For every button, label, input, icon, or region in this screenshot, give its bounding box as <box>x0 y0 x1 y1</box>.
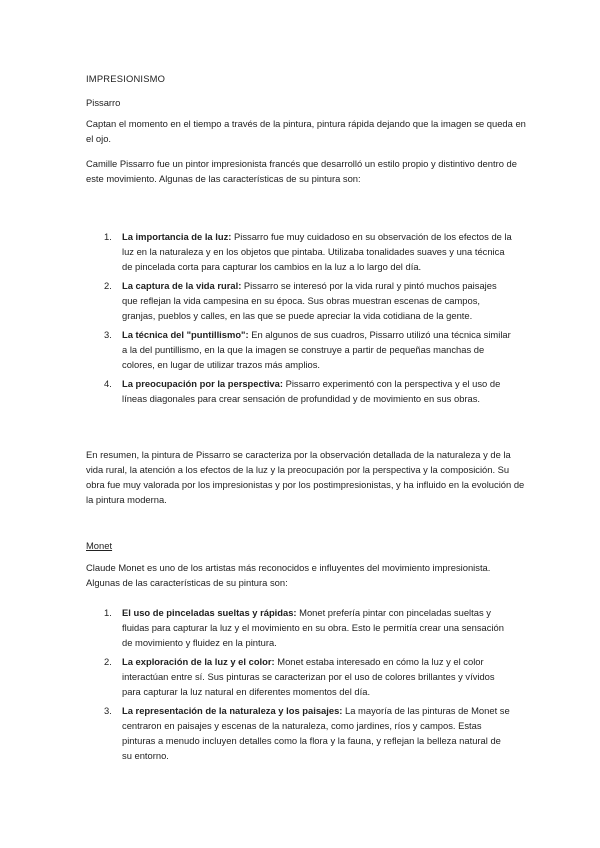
list-item-heading: El uso de pinceladas sueltas y rápidas: <box>122 607 297 618</box>
list-item <box>98 376 512 406</box>
list-item-text: Pissarro se interesó por la vida rural y pintó muchos paisajes que reflejan la vida campesina en su época. Sus obras muestran escenas de campos, granjas, pueblos y calles, en las que se puede apreciar la vida cotidiana de la gente. <box>122 280 497 321</box>
list-item-heading: La captura de la vida rural: <box>122 280 242 291</box>
list-number: 2. <box>104 280 112 291</box>
camille-intro-paragraph: Camille Pissarro fue un pintor impresionista francés que desarrolló un estilo propio y distintivo dentro de este movimiento. Algunas de las características de su pintura son: <box>86 158 517 184</box>
list-item <box>98 703 512 763</box>
list-item <box>98 605 512 650</box>
list-item <box>98 278 512 323</box>
monet-list <box>98 605 512 767</box>
list-item-text: Monet prefería pintar con pinceladas sueltas y fluidas para capturar la luz y el movimiento en su obra. Esto le permitía crear una sensación de movimiento y fluidez en la pintura. <box>122 607 504 648</box>
list-number: 3. <box>104 329 112 340</box>
list-item-text: En algunos de sus cuadros, Pissarro utilizó una técnica similar a la del puntillismo, en la que la imagen se construye a partir de pequeñas manchas de colores, en lugar de utilizar trazos más amplios. <box>122 329 511 370</box>
summary-paragraph: En resumen, la pintura de Pissarro se caracteriza por la observación detallada de la naturaleza y de la vida rural, la atención a los efectos de la luz y la preocupación por la perspectiva y la composición. Su obra fue muy valorada por los impresionistas y por los postimpresionistas, y ha influido en la evolución de la pintura moderna. <box>86 449 525 505</box>
pissarro-list <box>98 229 512 410</box>
list-item <box>98 327 512 372</box>
list-item-heading: La exploración de la luz y el color: <box>122 656 275 667</box>
list-item-heading: La importancia de la luz: <box>122 231 232 242</box>
list-number: 4. <box>104 378 112 389</box>
list-number: 2. <box>104 656 112 667</box>
list-item <box>98 229 512 274</box>
list-item-text: Monet estaba interesado en cómo la luz y el color interactúan entre sí. Sus pinturas se caracterizan por el uso de colores brillantes y vívidos para capturar la luz natural en diferentes momentos del día. <box>122 656 495 697</box>
list-item-heading: La representación de la naturaleza y los paisajes: <box>122 705 343 716</box>
document-title: IMPRESIONISMO <box>86 73 166 84</box>
list-number: 1. <box>104 231 112 242</box>
pissarro-heading: Pissarro <box>86 97 121 108</box>
list-item-heading: La técnica del "puntillismo": <box>122 329 249 340</box>
list-number: 1. <box>104 607 112 618</box>
monet-heading: Monet <box>86 540 113 551</box>
list-item-heading: La preocupación por la perspectiva: <box>122 378 283 389</box>
monet-intro-paragraph: Claude Monet es uno de los artistas más reconocidos e influyentes del movimiento impresionista. Algunas de las características de su pintura son: <box>86 562 491 588</box>
list-number: 3. <box>104 705 112 716</box>
list-item-text: Pissarro experimentó con la perspectiva y el uso de líneas diagonales para crear sensación de profundidad y de movimiento en sus obras. <box>122 378 501 404</box>
list-item-text: La mayoría de las pinturas de Monet se centraron en paisajes y escenas de la naturaleza, como jardines, ríos y campos. Estas pinturas a menudo incluyen detalles como la flora y la fauna, y reflejan la belleza natural de su entorno. <box>122 705 510 761</box>
list-item <box>98 654 512 699</box>
intro-paragraph: Captan el momento en el tiempo a través de la pintura, pintura rápida dejando que la imagen se queda en el ojo. <box>86 118 526 144</box>
list-item-text: Pissarro fue muy cuidadoso en su observación de los efectos de la luz en la naturaleza y en los objetos que pintaba. Utilizaba tonalidades suaves y una técnica de pincelada corta para capturar los cambios en la luz a lo largo del día. <box>122 231 512 272</box>
